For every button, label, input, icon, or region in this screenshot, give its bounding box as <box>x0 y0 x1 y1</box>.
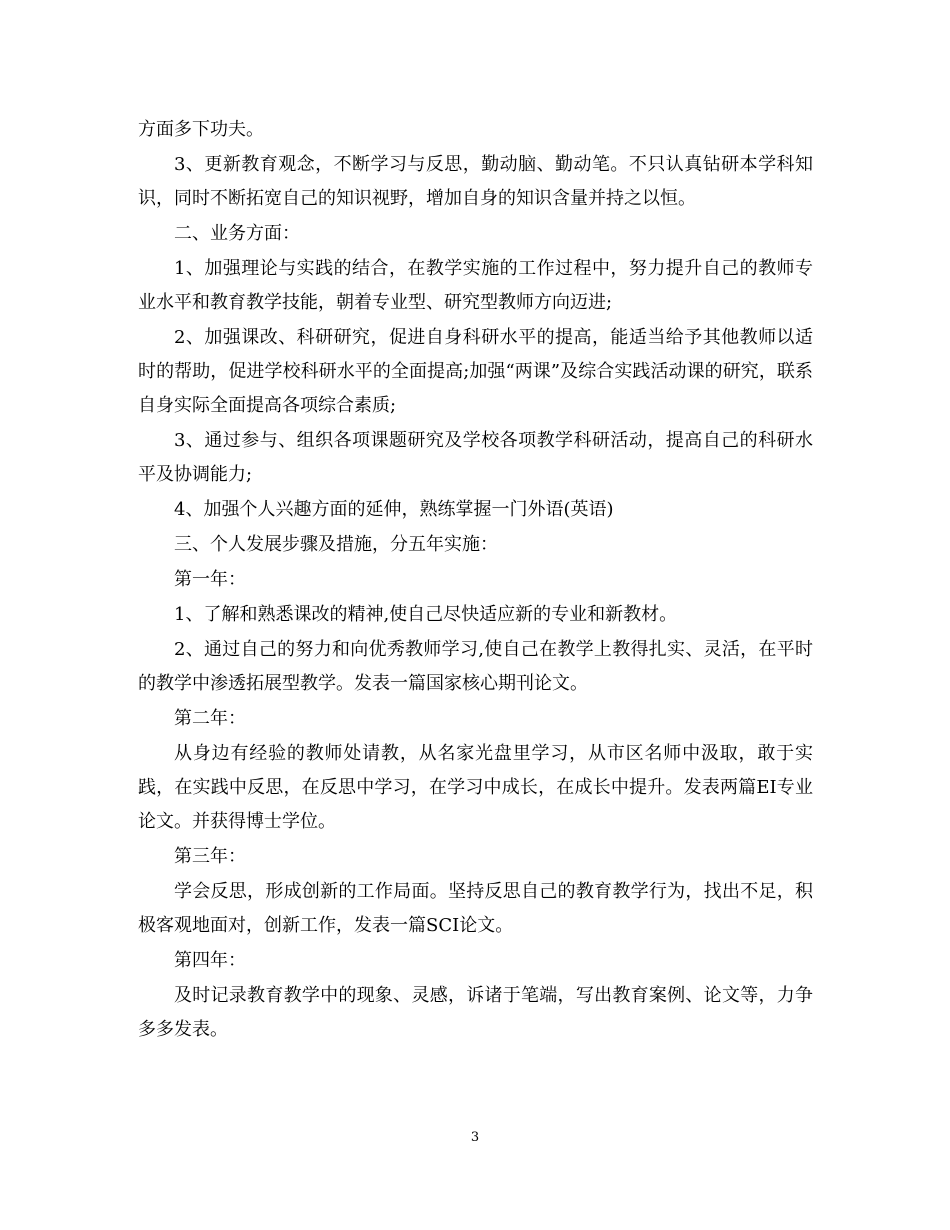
paragraph-10: 1、了解和熟悉课改的精神,使自己尽快适应新的专业和新教材。 <box>174 604 678 625</box>
paragraph-5: 2、加强课改、科研研究，促进自身科研水平的提高，能适当给予其他教师以适时的帮助，促进学校科研水平的全面提高;加强“两课”及综合实践活动课的研究，联系自身实际全面提高各项综合素质; <box>138 327 813 416</box>
paragraph-6: 3、通过参与、组织各项课题研究及学校各项教学科研活动，提高自己的科研水平及协调能力; <box>138 430 813 485</box>
page-number: 3 <box>470 1130 480 1145</box>
paragraph-7: 4、加强个人兴趣方面的延伸，熟练掌握一门外语(英语) <box>174 499 614 520</box>
paragraph-15: 学会反思，形成创新的工作局面。坚持反思自己的教育教学行为，找出不足，积极客观地面对，创新工作，发表一篇SCI论文。 <box>138 881 813 936</box>
paragraph-4: 1、加强理论与实践的结合，在教学实施的工作过程中，努力提升自己的教师专业水平和教育教学技能，朝着专业型、研究型教师方向迈进; <box>138 258 813 313</box>
paragraph-1: 方面多下功夫。 <box>138 119 264 140</box>
year-heading-3: 第三年： <box>174 846 246 867</box>
paragraph-11: 2、通过自己的努力和向优秀教师学习,使自己在教学上教得扎实、灵活，在平时的教学中渗透拓展型教学。发表一篇国家核心期刊论文。 <box>138 639 813 694</box>
paragraph-17: 及时记录教育教学中的现象、灵感，诉诸于笔端，写出教育案例、论文等，力争多多发表。 <box>138 985 813 1040</box>
section-heading-development: 三、个人发展步骤及措施，分五年实施： <box>174 534 498 555</box>
year-heading-4: 第四年： <box>174 950 246 971</box>
year-heading-1: 第一年： <box>174 569 246 590</box>
section-heading-business: 二、业务方面： <box>174 223 300 244</box>
paragraph-2: 3、更新教育观念，不断学习与反思，勤动脑、勤动笔。不只认真钻研本学科知识，同时不断拓宽自己的知识视野，增加自身的知识含量并持之以恒。 <box>138 154 813 209</box>
document-body <box>138 113 813 1048</box>
year-heading-2: 第二年： <box>174 708 246 729</box>
paragraph-13: 从身边有经验的教师处请教，从名家光盘里学习，从市区名师中汲取，敢于实践，在实践中反思，在反思中学习，在学习中成长，在成长中提升。发表两篇EI专业论文。并获得博士学位。 <box>138 743 813 832</box>
